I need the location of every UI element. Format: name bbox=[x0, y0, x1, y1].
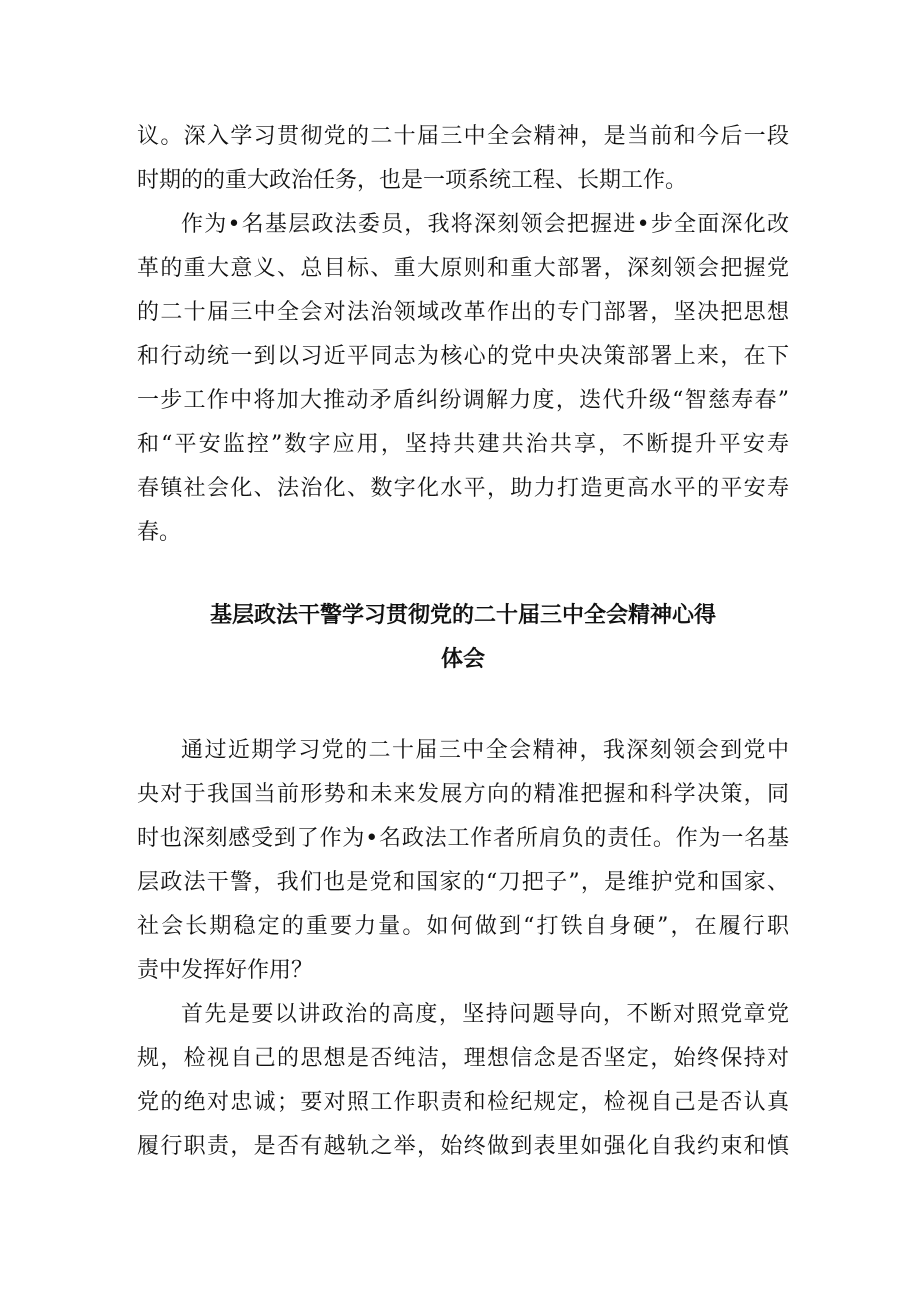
paragraph-line: 通过近期学习党的二十届三中全会精神，我深刻领会到党中 bbox=[181, 738, 789, 763]
paragraph-line: 春镇社会化、法治化、数字化水平，助力打造更高水平的平安寿 bbox=[137, 476, 789, 501]
paragraph-line: 的二十届三中全会对法治领域改革作出的专门部署，坚决把思想 bbox=[137, 300, 789, 325]
paragraph-line: 作为•名基层政法委员，我将深刻领会把握进•步全面深化改 bbox=[181, 212, 789, 237]
paragraph-line: 革的重大意义、总目标、重大原则和重大部署，深刻领会把握党 bbox=[137, 256, 789, 281]
section-1-body bbox=[137, 115, 789, 555]
paragraph-line: 层政法干警，我们也是党和国家的“刀把子”，是维护党和国家、 bbox=[137, 870, 789, 895]
article-title-line-1: 基层政法干警学习贯彻党的二十届三中全会精神心得 bbox=[209, 603, 716, 628]
paragraph-line: 春。 bbox=[137, 520, 182, 545]
paragraph-line: 党的绝对忠诚；要对照工作职责和检纪规定，检视自己是否认真 bbox=[137, 1090, 789, 1115]
paragraph-line: 责中发挥好作用？ bbox=[137, 958, 314, 983]
paragraph-line: 和“平安监控”数字应用，坚持共建共治共享，不断提升平安寿 bbox=[137, 432, 789, 457]
article-title bbox=[137, 594, 789, 682]
paragraph-line: 社会长期稳定的重要力量。如何做到“打铁自身硬”，在履行职 bbox=[137, 914, 789, 939]
paragraph-line: 议。深入学习贯彻党的二十届三中全会精神，是当前和今后一段 bbox=[137, 124, 789, 149]
paragraph-line: 首先是要以讲政治的高度，坚持问题导向，不断对照党章党 bbox=[181, 1002, 789, 1027]
paragraph-line: 规，检视自己的思想是否纯洁，理想信念是否坚定，始终保持对 bbox=[137, 1046, 789, 1071]
paragraph-line: 一步工作中将加大推动矛盾纠纷调解力度，迭代升级“智慈寿春” bbox=[137, 388, 789, 413]
section-2-body bbox=[137, 729, 789, 1169]
paragraph-line: 央对于我国当前形势和未来发展方向的精准把握和科学决策，同 bbox=[137, 782, 789, 807]
paragraph-line: 和行动统一到以习近平同志为核心的党中央决策部署上来，在下 bbox=[137, 344, 789, 369]
paragraph-line: 时期的的重大政治任务，也是一项系统工程、长期工作。 bbox=[137, 168, 688, 193]
paragraph-line: 时也深刻感受到了作为•名政法工作者所肩负的责任。作为一名基 bbox=[137, 826, 789, 851]
paragraph-line: 履行职责，是否有越轨之举，始终做到表里如强化自我约束和慎 bbox=[137, 1134, 789, 1159]
article-title-line-2: 体会 bbox=[440, 647, 485, 672]
